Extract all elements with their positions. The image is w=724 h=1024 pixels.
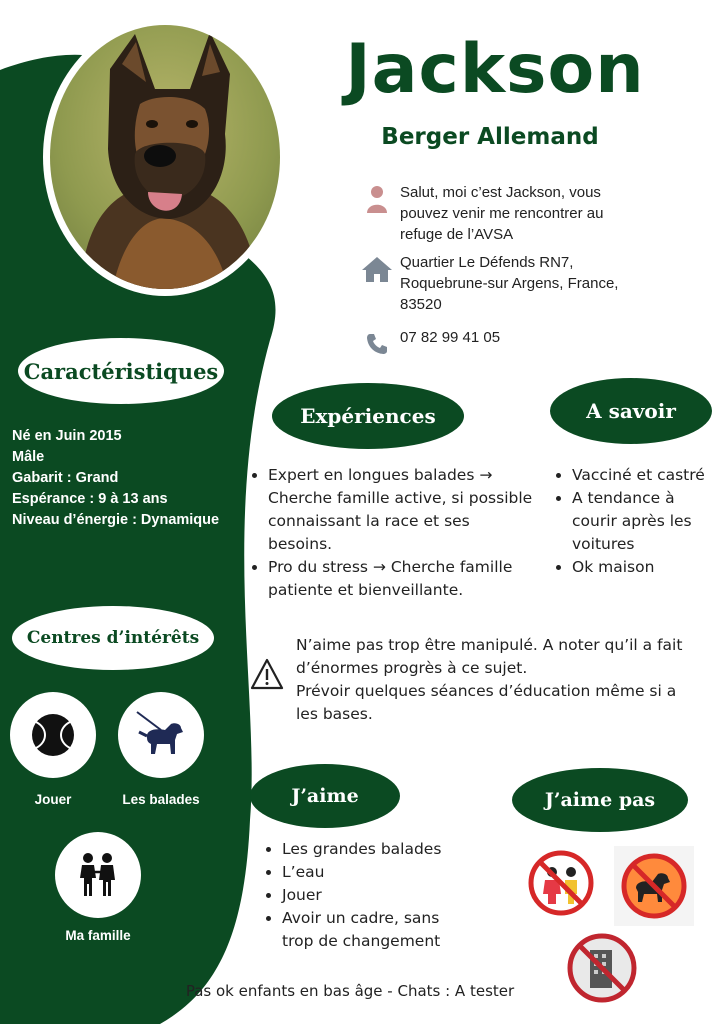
- characteristics-title: Caractéristiques: [18, 338, 224, 404]
- dog-walk-icon: [118, 692, 204, 778]
- likes-list: [262, 838, 462, 953]
- list-item: • A tendance à courir après les voitures: [572, 487, 712, 556]
- dog-name: Jackson: [345, 30, 645, 109]
- interest-label: Jouer: [34, 792, 72, 807]
- person-icon: [360, 182, 394, 216]
- tennis-ball-icon: [10, 692, 96, 778]
- house-icon: [360, 252, 394, 286]
- warning-line-2: Prévoir quelques séances d’éducation même si a les bases.: [296, 682, 677, 723]
- phone-text: 07 82 99 41 05: [400, 329, 501, 346]
- fact-energy: Niveau d’énergie : Dynamique: [12, 512, 220, 528]
- intro-row: [360, 182, 640, 245]
- list-item: • Jouer: [282, 884, 462, 907]
- experiences-list: [248, 464, 538, 602]
- characteristics-list: [12, 426, 219, 531]
- warning-icon: [250, 658, 284, 694]
- list-item: • Vacciné et castré: [572, 464, 712, 487]
- intro-text: Salut, moi c’est Jackson, vous pouvez venir me rencontrer au refuge de l’AVSA: [400, 184, 604, 243]
- dislikes-title: J’aime pas: [512, 768, 688, 832]
- list-item: • Ok maison: [572, 556, 712, 579]
- warning-line-1: N’aime pas trop être manipulé. A noter qu’il a fait d’énormes progrès à ce sujet.: [296, 636, 683, 677]
- no-buildings-icon: [566, 932, 638, 1004]
- fact-size: Gabarit : Grand: [12, 470, 119, 486]
- good-to-know-title: A savoir: [550, 378, 712, 444]
- interest-label: Les balades: [122, 792, 200, 807]
- dog-breed: Berger Allemand: [381, 124, 599, 150]
- phone-icon: [360, 327, 394, 361]
- family-icon: [55, 832, 141, 918]
- fact-lifespan: Espérance : 9 à 13 ans: [12, 491, 168, 507]
- list-item: • Expert en longues balades → Cherche famille active, si possible connaissant la race et ses besoins.: [268, 464, 538, 556]
- good-to-know-list: [552, 464, 712, 579]
- fact-sex: Mâle: [12, 449, 45, 465]
- list-item: • Les grandes balades: [282, 838, 462, 861]
- address-text: Quartier Le Défends RN7, Roquebrune-sur Argens, France, 83520: [400, 254, 619, 313]
- dog-photo: [40, 14, 290, 304]
- experiences-title: Expériences: [272, 383, 464, 449]
- interest-label: Ma famille: [65, 928, 131, 943]
- address-row: [360, 252, 640, 315]
- list-item: • L’eau: [282, 861, 462, 884]
- list-item: • Pro du stress → Cherche famille patiente et bienveillante.: [268, 556, 538, 602]
- no-dogs-icon: [614, 846, 694, 926]
- no-children-icon: [528, 850, 594, 916]
- fact-birth: Né en Juin 2015: [12, 428, 122, 444]
- interests-title: Centres d’intérêts: [12, 606, 214, 670]
- footer-note: Pas ok enfants en bas âge - Chats : A tester: [185, 982, 515, 1000]
- likes-title: J’aime: [250, 764, 400, 828]
- phone-row: [360, 327, 640, 361]
- list-item: • Avoir un cadre, sans trop de changement: [282, 907, 462, 953]
